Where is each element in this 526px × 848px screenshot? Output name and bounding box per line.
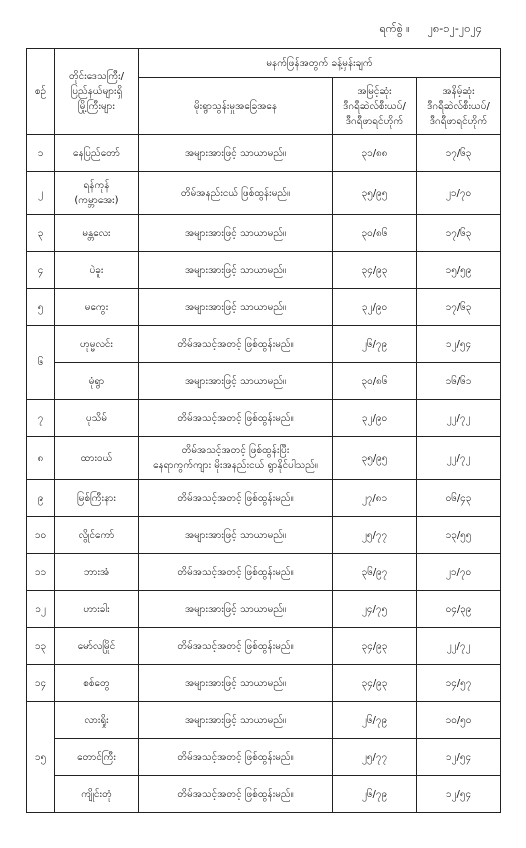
city-name (55, 480, 139, 517)
min-temperature: ၂၁/၇၀ (417, 554, 501, 591)
table-row (27, 135, 501, 172)
forecast-table (26, 48, 501, 813)
city-name (55, 554, 139, 591)
min-temperature: ၀၄/၃၉ (417, 591, 501, 628)
min-temperature: ၂၂/၇၂ (417, 628, 501, 665)
row-number: ၃ (27, 215, 55, 252)
header-min-line: အနိမ့်ဆုံး (442, 85, 475, 97)
rain-condition-line: တိမ်အနည်းငယ် ဖြစ်ထွန်းမည်။ (180, 187, 291, 199)
table-row (27, 665, 501, 702)
table-row (27, 591, 501, 628)
table-row (27, 739, 501, 776)
city-name-line: မန္တလေး (82, 227, 111, 239)
max-temperature: ၃၆/၉၇ (333, 554, 417, 591)
city-name-line: လားရှိုး (84, 714, 109, 726)
row-number: ၁၅ (27, 702, 55, 813)
rain-condition (139, 135, 333, 172)
row-number: ၁ (27, 135, 55, 172)
header-city-line: မြို့ကြီးများ (78, 101, 115, 112)
city-name-line: ပဲခူး (89, 264, 104, 276)
header-condition: မိုးရွာသွန်းမှုအခြေအနေ (139, 78, 333, 135)
table-row (27, 517, 501, 554)
min-temperature: ၁၀/၅၀ (417, 702, 501, 739)
header-min-line: ဒီဂရီဆဲလ်စီးယပ်/ (427, 100, 490, 112)
table-row (27, 289, 501, 326)
city-name-line: ဟုမ္မလင်း (80, 338, 113, 350)
max-temperature: ၃၁/၈၈ (333, 135, 417, 172)
date-label: ရက်စွဲ ။ (379, 22, 410, 35)
rain-condition (139, 480, 333, 517)
table-row (27, 172, 501, 215)
row-number: ၄ (27, 252, 55, 289)
table-row (27, 215, 501, 252)
city-name-line: စစ်တွေ (83, 677, 110, 689)
rain-condition-line: တိမ်အသင့်အတင့် ဖြစ်ထွန်းမည်။ (177, 492, 294, 504)
rain-condition (139, 776, 333, 813)
rain-condition-line: အများအားဖြင့် သာယာမည်။ (184, 227, 287, 239)
rain-condition (139, 628, 333, 665)
city-name-line: မကွေး (84, 301, 109, 313)
table-row (27, 252, 501, 289)
rain-condition-line: တိမ်အသင့်အတင့် ဖြစ်ထွန်းမည်။ (177, 566, 294, 578)
city-name-line: တောင်ကြီး (77, 751, 116, 763)
header-city-line: တိုင်းဒေသကြီး/ (68, 71, 125, 82)
city-name (55, 702, 139, 739)
city-name-line: ကျိုင်းတုံ (81, 788, 112, 800)
rain-condition (139, 252, 333, 289)
min-temperature: ၁၃/၅၅ (417, 517, 501, 554)
max-temperature: ၃၂/၉၀ (333, 400, 417, 437)
city-name (55, 591, 139, 628)
city-name (55, 776, 139, 813)
max-temperature: ၂၄/၇၅ (333, 591, 417, 628)
city-name (55, 252, 139, 289)
rain-condition (139, 554, 333, 591)
city-name-line: ထားဝယ် (80, 452, 113, 464)
max-temperature: ၂၆/၇၉ (333, 776, 417, 813)
table-row (27, 326, 501, 363)
city-name-line: မော်လမြိုင် (77, 640, 116, 652)
city-name-line: နေပြည်တော် (73, 147, 120, 159)
table-row (27, 400, 501, 437)
rain-condition-line: တိမ်အသင့်အတင့် ဖြစ်ထွန်းမည်။ (177, 788, 294, 800)
rain-condition (139, 326, 333, 363)
min-temperature: ၂၁/၇၀ (417, 172, 501, 215)
rain-condition-line: တိမ်အသင့်အတင့် ဖြစ်ထွန်းမည်။ (177, 751, 294, 763)
header-forecast-group: မနက်ဖြန်အတွက် ခန့်မှန်းချက် (139, 49, 501, 78)
rain-condition-line: အများအားဖြင့် သာယာမည်။ (184, 677, 287, 689)
row-number: ၁၁ (27, 554, 55, 591)
city-name (55, 517, 139, 554)
table-row (27, 554, 501, 591)
row-number: ၈ (27, 437, 55, 480)
header-max-temp (333, 78, 417, 135)
report-date (379, 22, 482, 38)
header-max-line: ဒီဂရီဖာရင်ဟိုက် (345, 115, 404, 127)
rain-condition (139, 517, 333, 554)
rain-condition-line: အများအားဖြင့် သာယာမည်။ (184, 714, 287, 726)
header-city-line: ပြည်နယ်များရှိ (70, 86, 123, 97)
max-temperature: ၂၅/၇၇ (333, 739, 417, 776)
table-row (27, 363, 501, 400)
max-temperature: ၂၅/၇၇ (333, 517, 417, 554)
min-temperature: ၁၂/၅၄ (417, 776, 501, 813)
city-name (55, 437, 139, 480)
min-temperature: ၀၆/၄၃ (417, 480, 501, 517)
row-number: ၉ (27, 480, 55, 517)
city-name (55, 289, 139, 326)
min-temperature: ၁၆/၆၁ (417, 363, 501, 400)
max-temperature: ၃၄/၉၃ (333, 252, 417, 289)
row-number: ၁၀ (27, 517, 55, 554)
rain-condition-line: တိမ်အသင့်အတင့် ဖြစ်ထွန်းမည်။ (177, 412, 294, 424)
city-name-line: မြစ်ကြီးနား (77, 492, 116, 504)
table-row (27, 628, 501, 665)
rain-condition-line: အများအားဖြင့် သာယာမည်။ (184, 529, 287, 541)
header-row-top (27, 49, 501, 78)
rain-condition-line: အများအားဖြင့် သာယာမည်။ (184, 301, 287, 313)
min-temperature: ၂၂/၇၂ (417, 437, 501, 480)
min-temperature: ၁၂/၅၄ (417, 326, 501, 363)
max-temperature: ၂၆/၇၉ (333, 702, 417, 739)
date-value: ၂၈-၁၂-၂၀၂၄ (427, 22, 482, 35)
max-temperature: ၃၅/၉၅ (333, 437, 417, 480)
min-temperature: ၁၇/၆၃ (417, 289, 501, 326)
rain-condition-line: အများအားဖြင့် သာယာမည်။ (184, 375, 287, 387)
rain-condition (139, 739, 333, 776)
rain-condition (139, 363, 333, 400)
rain-condition (139, 702, 333, 739)
city-name (55, 215, 139, 252)
city-name-line: လွိုင်ကော် (78, 529, 115, 541)
rain-condition (139, 289, 333, 326)
rain-condition (139, 437, 333, 480)
min-temperature: ၁၇/၆၃ (417, 215, 501, 252)
max-temperature: ၃၄/၉၃ (333, 665, 417, 702)
row-number: ၁၄ (27, 665, 55, 702)
city-name-line: ဘားအံ (83, 566, 110, 578)
table-row (27, 437, 501, 480)
table-body (27, 135, 501, 813)
city-name (55, 400, 139, 437)
max-temperature: ၃၀/၈၆ (333, 215, 417, 252)
row-number: ၁၂ (27, 591, 55, 628)
table-row (27, 702, 501, 739)
city-name (55, 665, 139, 702)
city-name (55, 135, 139, 172)
header-city (55, 49, 139, 135)
city-name (55, 172, 139, 215)
rain-condition-line: တိမ်အသင့်အတင့် ဖြစ်ထွန်းပြီး (181, 445, 290, 456)
min-temperature: ၁၇/၆၃ (417, 135, 501, 172)
row-number: ၇ (27, 400, 55, 437)
max-temperature: ၃၅/၉၅ (333, 172, 417, 215)
row-number: ၅ (27, 289, 55, 326)
min-temperature: ၁၅/၅၉ (417, 252, 501, 289)
header-max-line: ဒီဂရီဆဲလ်စီးယပ်/ (343, 100, 406, 112)
header-no: စဉ် (27, 49, 55, 135)
rain-condition (139, 215, 333, 252)
rain-condition (139, 172, 333, 215)
rain-condition (139, 665, 333, 702)
rain-condition-line: တိမ်အသင့်အတင့် ဖြစ်ထွန်းမည်။ (177, 640, 294, 652)
city-name-line: ဟားခါး (83, 603, 110, 615)
row-number: ၁၃ (27, 628, 55, 665)
rain-condition-line: နေရာကွက်ကျား မိုးအနည်းငယ် ရွာနိုင်ပါသည်။ (153, 460, 318, 471)
city-name-line: ပုသိမ် (85, 412, 108, 424)
rain-condition-line: အများအားဖြင့် သာယာမည်။ (184, 603, 287, 615)
row-number: ၆ (27, 326, 55, 400)
max-temperature: ၃၀/၈၆ (333, 363, 417, 400)
city-name-line: ရန်ကုန် (83, 180, 110, 191)
city-name (55, 628, 139, 665)
max-temperature: ၂၇/၈၁ (333, 480, 417, 517)
header-min-line: ဒီဂရီဖာရင်ဟိုက် (429, 115, 488, 127)
rain-condition (139, 591, 333, 628)
table-row (27, 776, 501, 813)
city-name-line: (ကမ္ဘာအေး) (74, 195, 119, 206)
row-number: ၂ (27, 172, 55, 215)
city-name-line: မုံရွာ (88, 375, 105, 387)
header-min-temp (417, 78, 501, 135)
min-temperature: ၁၂/၅၄ (417, 739, 501, 776)
rain-condition-line: တိမ်အသင့်အတင့် ဖြစ်ထွန်းမည်။ (177, 338, 294, 350)
header-max-line: အမြင့်ဆုံး (357, 85, 392, 97)
rain-condition (139, 400, 333, 437)
min-temperature: ၁၄/၅၇ (417, 665, 501, 702)
rain-condition-line: အများအားဖြင့် သာယာမည်။ (184, 147, 287, 159)
max-temperature: ၃၄/၉၃ (333, 628, 417, 665)
city-name (55, 739, 139, 776)
min-temperature: ၂၂/၇၂ (417, 400, 501, 437)
table-row (27, 480, 501, 517)
city-name (55, 363, 139, 400)
rain-condition-line: အများအားဖြင့် သာယာမည်။ (184, 264, 287, 276)
city-name (55, 326, 139, 363)
max-temperature: ၃၂/၉၀ (333, 289, 417, 326)
max-temperature: ၂၆/၇၉ (333, 326, 417, 363)
